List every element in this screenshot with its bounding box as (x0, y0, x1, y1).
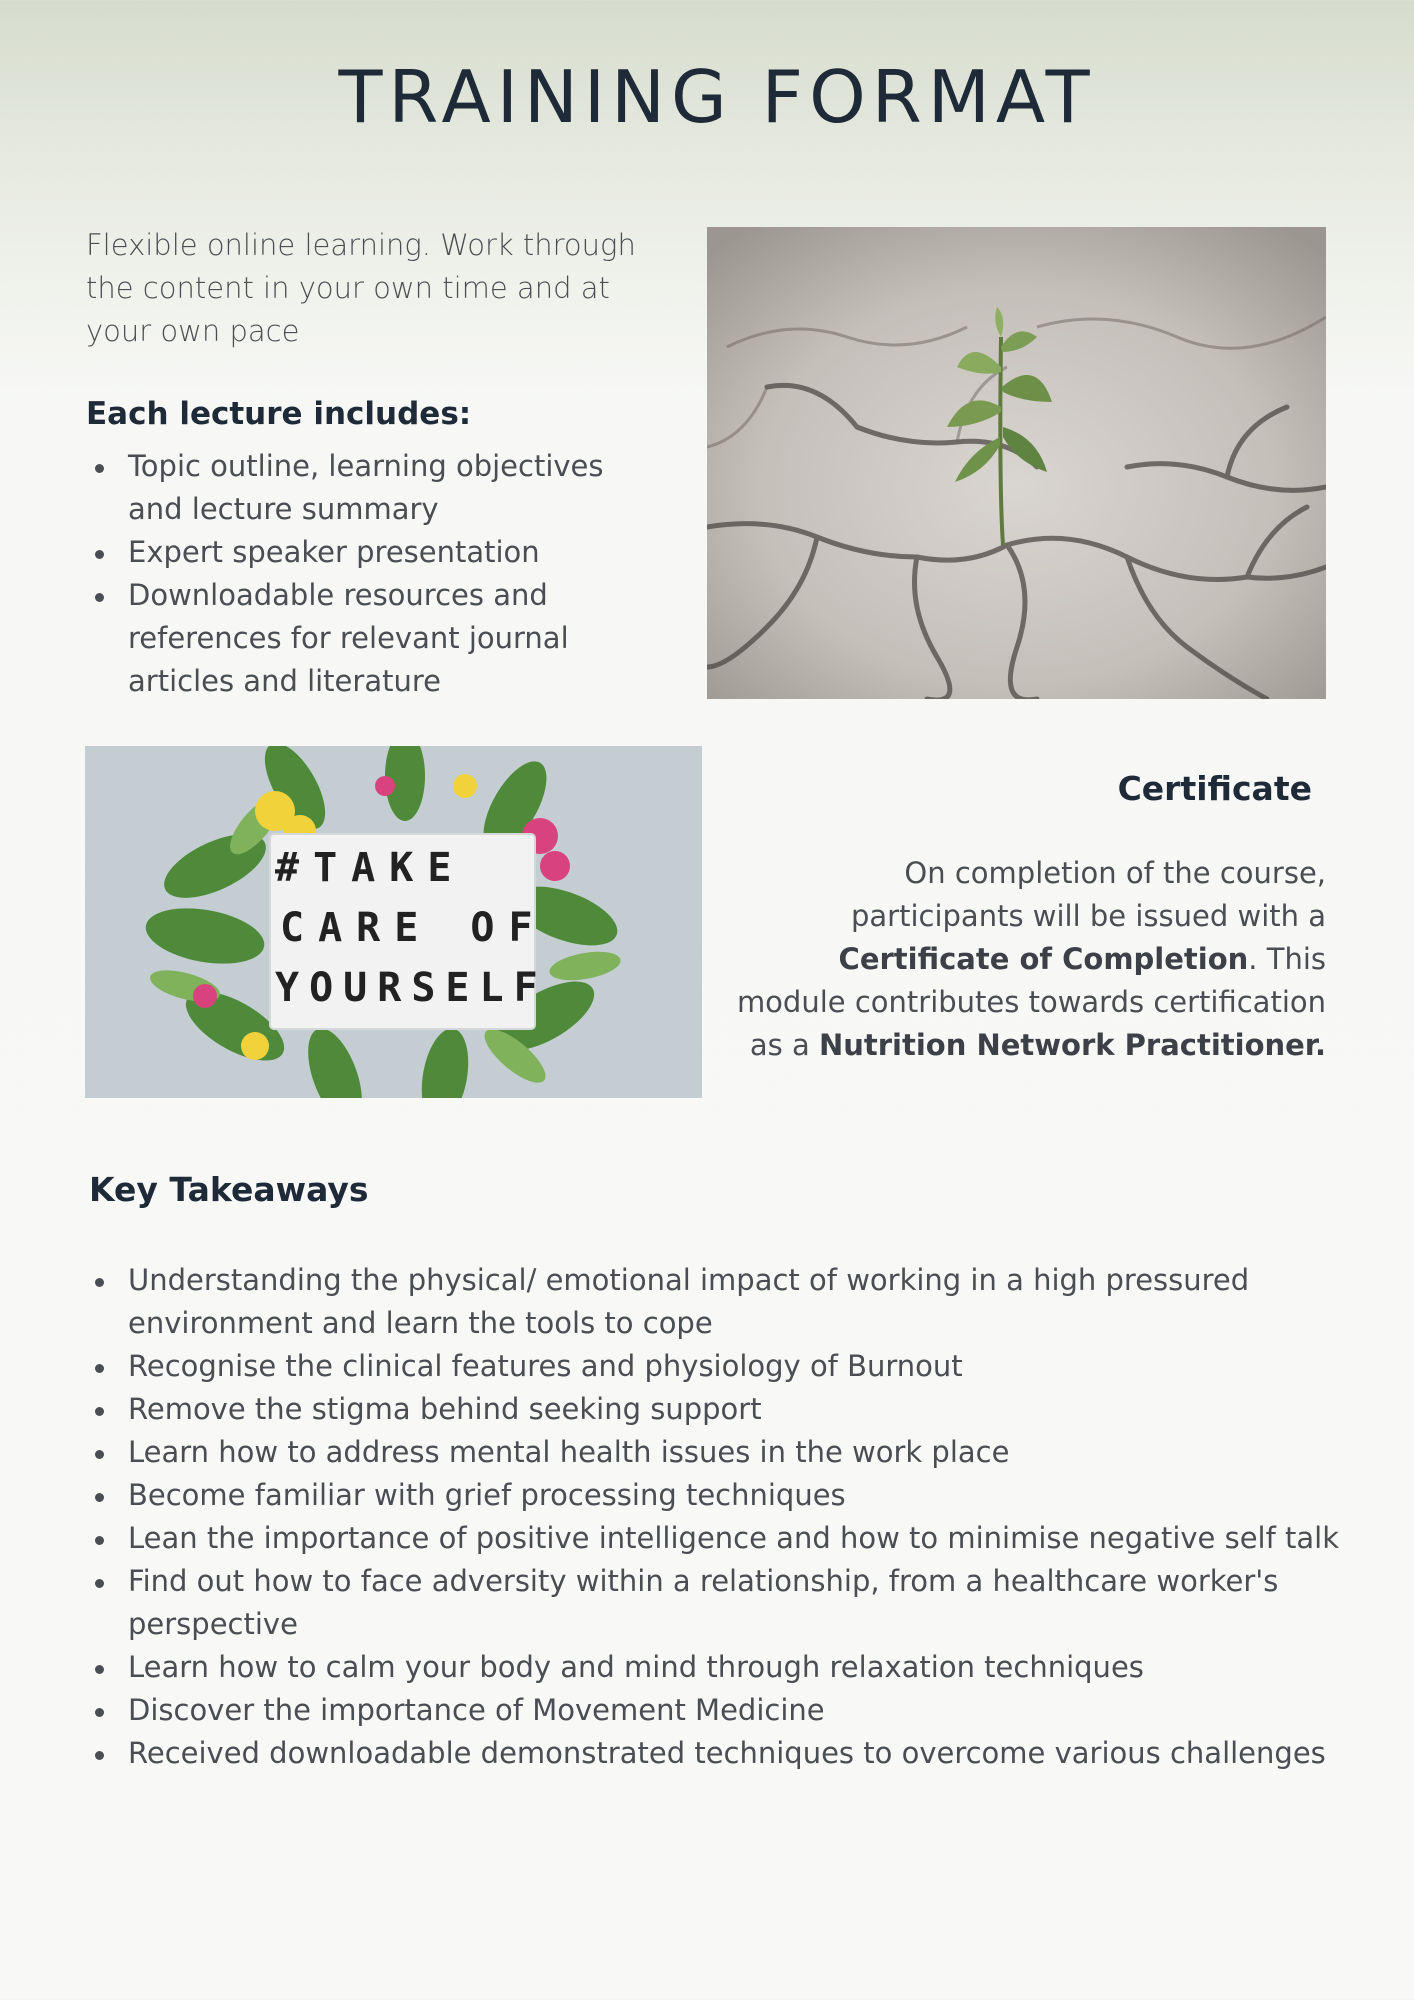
certificate-text (730, 852, 1326, 1067)
sign-line-1: #TAKE (275, 845, 466, 891)
takeaways-heading: Key Takeaways (89, 1170, 369, 1209)
list-item: Understanding the physical/ emotional impact of working in a high pressured environment and learn the tools to cope (86, 1259, 1346, 1345)
sprout-photo-art (707, 227, 1326, 699)
certificate-of-completion: Certificate of Completion (838, 942, 1249, 976)
takeaways-list (86, 1259, 1346, 1775)
flowers-photo-art (85, 746, 702, 1098)
list-item: Recognise the clinical features and physiology of Burnout (86, 1345, 1346, 1388)
lecture-heading: Each lecture includes: (86, 396, 472, 432)
list-item: Find out how to face adversity within a relationship, from a healthcare worker's perspective (86, 1560, 1346, 1646)
list-item: Expert speaker presentation (86, 531, 646, 574)
list-item: Learn how to calm your body and mind through relaxation techniques (86, 1646, 1346, 1689)
list-item: Topic outline, learning objectives and lecture summary (86, 445, 646, 531)
list-item: Learn how to address mental health issues in the work place (86, 1431, 1346, 1474)
certificate-heading: Certificate (1117, 769, 1312, 808)
list-item: Discover the importance of Movement Medicine (86, 1689, 1346, 1732)
list-item: Received downloadable demonstrated techniques to overcome various challenges (86, 1732, 1346, 1775)
list-item: Lean the importance of positive intelligence and how to minimise negative self talk (86, 1517, 1346, 1560)
list-item: Remove the stigma behind seeking support (86, 1388, 1346, 1431)
certificate-text-part: . This module contributes towards certification as a (736, 942, 1326, 1062)
nutrition-network-practitioner: Nutrition Network Practitioner. (818, 1028, 1326, 1062)
intro-text: Flexible online learning. Work through the content in your own time and at your own pace (86, 228, 636, 348)
flowers-lightbox-photo (85, 746, 702, 1098)
lecture-list (86, 445, 646, 703)
list-item: Downloadable resources and references for relevant journal articles and literature (86, 574, 646, 703)
certificate-text-part: On completion of the course, participants will be issued with a (850, 856, 1326, 933)
sprout-in-cracked-earth-photo (707, 227, 1326, 699)
sign-line-3: YOURSELF (275, 965, 548, 1011)
page-title: TRAINING FORMAT (338, 55, 1096, 139)
sign-line-2: CARE OF (280, 905, 547, 951)
list-item: Become familiar with grief processing techniques (86, 1474, 1346, 1517)
